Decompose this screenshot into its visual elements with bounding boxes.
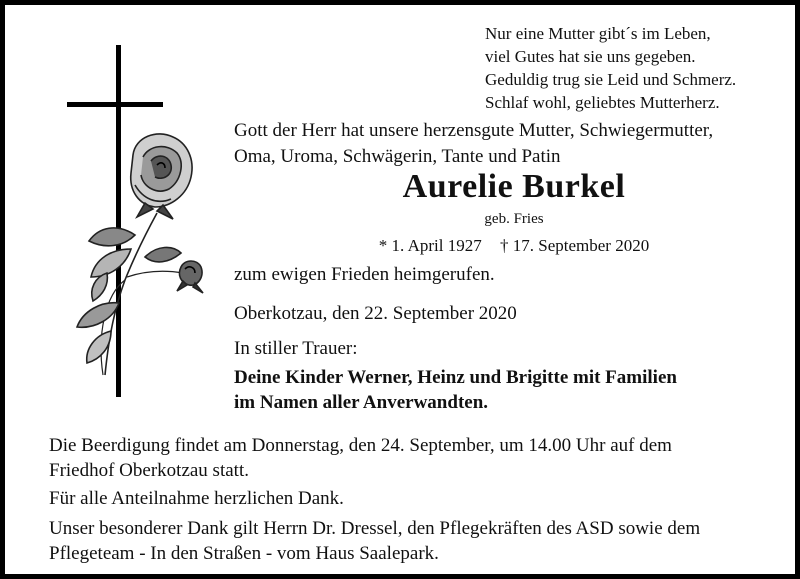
poem bbox=[485, 22, 785, 114]
intro-line: Gott der Herr hat unsere herzensgute Mutter, Schwiegermutter, bbox=[234, 120, 714, 141]
born-name: geb. Fries bbox=[484, 211, 544, 227]
death-date: † 17. September 2020 bbox=[500, 236, 650, 255]
mourners-line: Deine Kinder Werner, Heinz und Brigitte mit Familien bbox=[234, 367, 677, 388]
special-thanks-line: Unser besonderer Dank gilt Herrn Dr. Dressel, den Pflegekräften des ASD sowie dem bbox=[49, 518, 701, 539]
rose-icon bbox=[77, 134, 203, 375]
special-thanks bbox=[49, 516, 789, 566]
thanks-text bbox=[49, 486, 789, 511]
mourners bbox=[234, 365, 677, 415]
special-thanks-line: Pflegeteam - In den Straßen - vom Haus Saalepark. bbox=[49, 543, 439, 564]
cross-icon bbox=[67, 45, 163, 397]
deceased-name: Aurelie Burkel bbox=[402, 168, 626, 205]
place-date: Oberkotzau, den 22. September 2020 bbox=[234, 303, 517, 324]
intro-text bbox=[234, 118, 794, 170]
thanks-line: Für alle Anteilnahme herzlichen Dank. bbox=[49, 488, 344, 509]
life-dates bbox=[234, 235, 794, 257]
funeral-info bbox=[49, 433, 789, 483]
cross-and-rose-illustration bbox=[45, 45, 215, 405]
mourning-label: In stiller Trauer: bbox=[234, 338, 358, 359]
poem-line: Nur eine Mutter gibt´s im Leben, bbox=[485, 24, 711, 43]
mourners-line: im Namen aller Anverwandten. bbox=[234, 392, 489, 413]
funeral-line: Friedhof Oberkotzau statt. bbox=[49, 460, 249, 481]
poem-line: Schlaf wohl, geliebtes Mutterherz. bbox=[485, 93, 720, 112]
birth-date: * 1. April 1927 bbox=[378, 236, 482, 255]
poem-line: Geduldig trug sie Leid und Schmerz. bbox=[485, 70, 737, 89]
intro-line: Oma, Uroma, Schwägerin, Tante und Patin bbox=[234, 146, 561, 167]
called-home-text: zum ewigen Frieden heimgerufen. bbox=[234, 264, 495, 285]
funeral-line: Die Beerdigung findet am Donnerstag, den 24. September, um 14.00 Uhr auf dem bbox=[49, 435, 672, 456]
poem-line: viel Gutes hat sie uns gegeben. bbox=[485, 47, 696, 66]
